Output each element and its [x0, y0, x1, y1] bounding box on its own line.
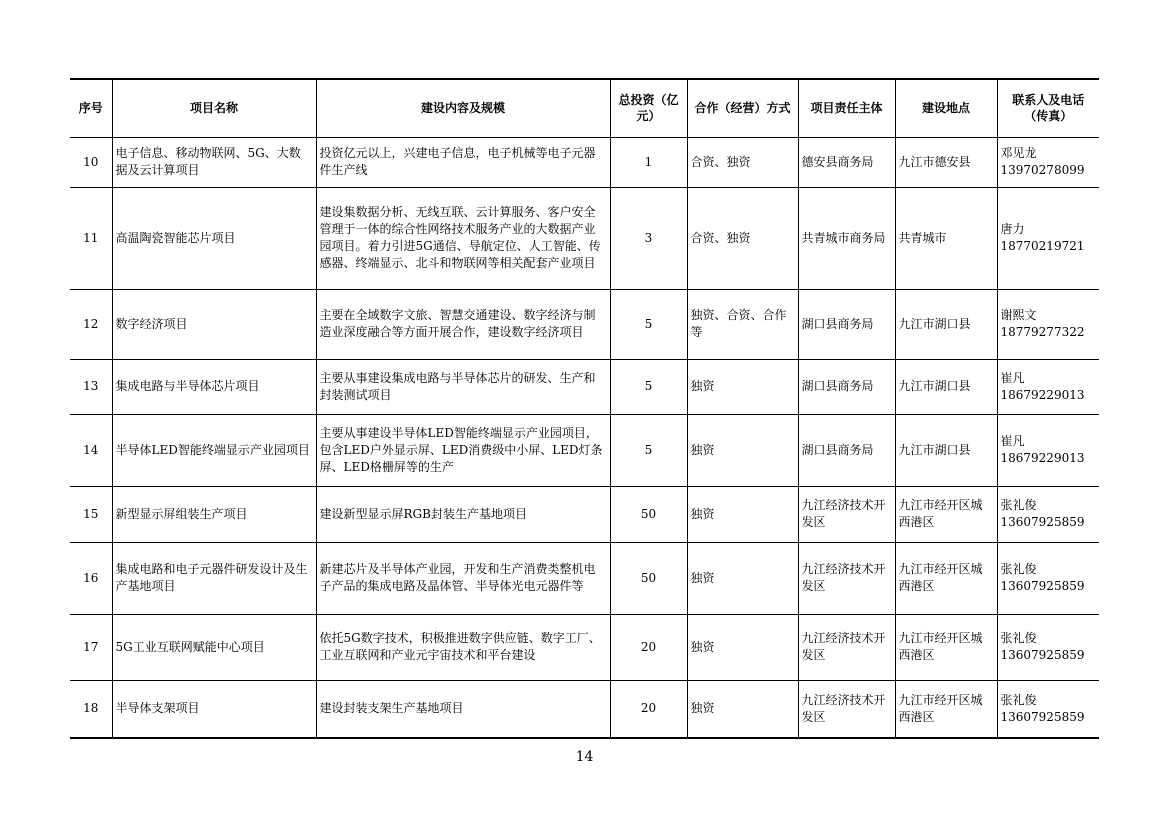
cell-owner: 九江经济技术开发区: [798, 542, 895, 614]
cell-owner: 湖口县商务局: [798, 414, 895, 486]
contact-phone: 13607925859: [1000, 709, 1085, 724]
cell-owner: 湖口县商务局: [798, 359, 895, 414]
contact-phone: 18679229013: [1000, 451, 1085, 465]
table-row: [70, 137, 1099, 187]
contact-name: 唐力: [1000, 222, 1025, 236]
cell-name: 电子信息、移动物联网、5G、大数据及云计算项目: [112, 137, 316, 187]
header-cell-mode: 合作（经营）方式: [687, 79, 798, 137]
cell-place: 九江市德安县: [895, 137, 997, 187]
cell-place: 共青城市: [895, 187, 997, 289]
cell-contact: [997, 542, 1099, 614]
cell-mode: 独资: [687, 680, 798, 738]
cell-invest: 20: [610, 614, 687, 680]
contact-name: 张礼俊: [1000, 692, 1037, 707]
cell-contact: [997, 614, 1099, 680]
cell-mode: 独资: [687, 614, 798, 680]
cell-no: 13: [70, 359, 112, 414]
cell-invest: 5: [610, 414, 687, 486]
cell-invest: 3: [610, 187, 687, 289]
cell-name: 新型显示屏组装生产项目: [112, 486, 316, 542]
table-row: [70, 680, 1099, 738]
cell-contact: [997, 486, 1099, 542]
cell-content: 主要从事建设半导体LED智能终端显示产业园项目，包含LED户外显示屏、LED消费级中小屏、LED灯条屏、LED格栅屏等的生产: [316, 414, 610, 486]
table-body: [70, 137, 1099, 738]
table-row: [70, 486, 1099, 542]
cell-name: 集成电路和电子元器件研发设计及生产基地项目: [112, 542, 316, 614]
header-cell-name: 项目名称: [112, 79, 316, 137]
cell-content: 新建芯片及半导体产业园，开发和生产消费类整机电子产品的集成电路及晶体管、半导体光电元器件等: [316, 542, 610, 614]
header-cell-invest: 总投资（亿元）: [610, 79, 687, 137]
cell-content: 建设新型显示屏RGB封装生产基地项目: [316, 486, 610, 542]
cell-mode: 合资、独资: [687, 187, 798, 289]
cell-no: 18: [70, 680, 112, 738]
cell-contact: [997, 187, 1099, 289]
cell-content: 建设集数据分析、无线互联、云计算服务、客户安全管理于一体的综合性网络技术服务产业的大数据产业园项目。着力引进5G通信、导航定位、人工智能、传感器、终端显示、北斗和物联网等相关配套产业项目: [316, 187, 610, 289]
cell-content: 主要从事建设集成电路与半导体芯片的研发、生产和封装测试项目: [316, 359, 610, 414]
cell-mode: 合资、独资: [687, 137, 798, 187]
cell-invest: 50: [610, 486, 687, 542]
cell-contact: [997, 680, 1099, 738]
page-number: 14: [575, 749, 594, 765]
contact-phone: 18779277322: [1000, 325, 1085, 339]
header-row: [70, 79, 1099, 137]
table-row: [70, 542, 1099, 614]
cell-invest: 50: [610, 542, 687, 614]
cell-content: 主要在全域数字文旅、智慧交通建设、数字经济与制造业深度融合等方面开展合作，建设数字经济项目: [316, 289, 610, 359]
contact-name: 张礼俊: [1000, 631, 1037, 645]
cell-place: 九江市湖口县: [895, 414, 997, 486]
contact-phone: 18770219721: [1000, 239, 1085, 253]
cell-place: 九江市湖口县: [895, 359, 997, 414]
cell-owner: 湖口县商务局: [798, 289, 895, 359]
cell-mode: 独资: [687, 359, 798, 414]
cell-owner: 德安县商务局: [798, 137, 895, 187]
cell-no: 17: [70, 614, 112, 680]
cell-invest: 5: [610, 289, 687, 359]
cell-content: 建设封装支架生产基地项目: [316, 680, 610, 738]
cell-owner: 九江经济技术开发区: [798, 486, 895, 542]
contact-name: 张礼俊: [1000, 498, 1037, 512]
cell-place: 九江市湖口县: [895, 289, 997, 359]
project-table: [70, 78, 1099, 739]
contact-name: 谢熙文: [1000, 308, 1037, 322]
table-row: [70, 289, 1099, 359]
cell-contact: [997, 289, 1099, 359]
cell-owner: 九江经济技术开发区: [798, 680, 895, 738]
cell-mode: 独资: [687, 486, 798, 542]
table-row: [70, 414, 1099, 486]
cell-contact: [997, 359, 1099, 414]
cell-owner: 共青城市商务局: [798, 187, 895, 289]
cell-contact: [997, 137, 1099, 187]
contact-name: 张礼俊: [1000, 562, 1037, 576]
cell-name: 半导体支架项目: [112, 680, 316, 738]
cell-place: 九江市经开区城西港区: [895, 680, 997, 738]
cell-no: 10: [70, 137, 112, 187]
cell-place: 九江市经开区城西港区: [895, 542, 997, 614]
header-cell-content: 建设内容及规模: [316, 79, 610, 137]
cell-name: 高温陶瓷智能芯片项目: [112, 187, 316, 289]
cell-place: 九江市经开区城西港区: [895, 486, 997, 542]
cell-content: 依托5G数字技术，积极推进数字供应链、数字工厂、工业互联网和产业元宇宙技术和平台建设: [316, 614, 610, 680]
cell-no: 11: [70, 187, 112, 289]
contact-name: 崔凡: [1000, 434, 1025, 448]
contact-phone: 13607925859: [1000, 515, 1085, 529]
cell-owner: 九江经济技术开发区: [798, 614, 895, 680]
header-cell-owner: 项目责任主体: [798, 79, 895, 137]
cell-no: 14: [70, 414, 112, 486]
contact-name: 邓见龙: [1000, 146, 1037, 160]
cell-invest: 5: [610, 359, 687, 414]
cell-place: 九江市经开区城西港区: [895, 614, 997, 680]
cell-mode: 独资、合资、合作等: [687, 289, 798, 359]
table-row: [70, 187, 1099, 289]
table-row: [70, 614, 1099, 680]
contact-phone: 13607925859: [1000, 648, 1085, 662]
contact-phone: 13607925859: [1000, 579, 1085, 593]
cell-content: 投资亿元以上，兴建电子信息，电子机械等电子元器件生产线: [316, 137, 610, 187]
cell-mode: 独资: [687, 414, 798, 486]
header-cell-place: 建设地点: [895, 79, 997, 137]
cell-contact: [997, 414, 1099, 486]
header-cell-no: 序号: [70, 79, 112, 137]
contact-phone: 13970278099: [1000, 163, 1085, 177]
cell-mode: 独资: [687, 542, 798, 614]
cell-name: 半导体LED智能终端显示产业园项目: [112, 414, 316, 486]
cell-invest: 20: [610, 680, 687, 738]
cell-no: 15: [70, 486, 112, 542]
contact-phone: 18679229013: [1000, 387, 1085, 402]
cell-name: 数字经济项目: [112, 289, 316, 359]
cell-invest: 1: [610, 137, 687, 187]
contact-name: 崔凡: [1000, 370, 1025, 385]
cell-name: 集成电路与半导体芯片项目: [112, 359, 316, 414]
cell-no: 12: [70, 289, 112, 359]
table-row: [70, 359, 1099, 414]
header-cell-contact: 联系人及电话（传真）: [997, 79, 1099, 137]
cell-name: 5G工业互联网赋能中心项目: [112, 614, 316, 680]
cell-no: 16: [70, 542, 112, 614]
